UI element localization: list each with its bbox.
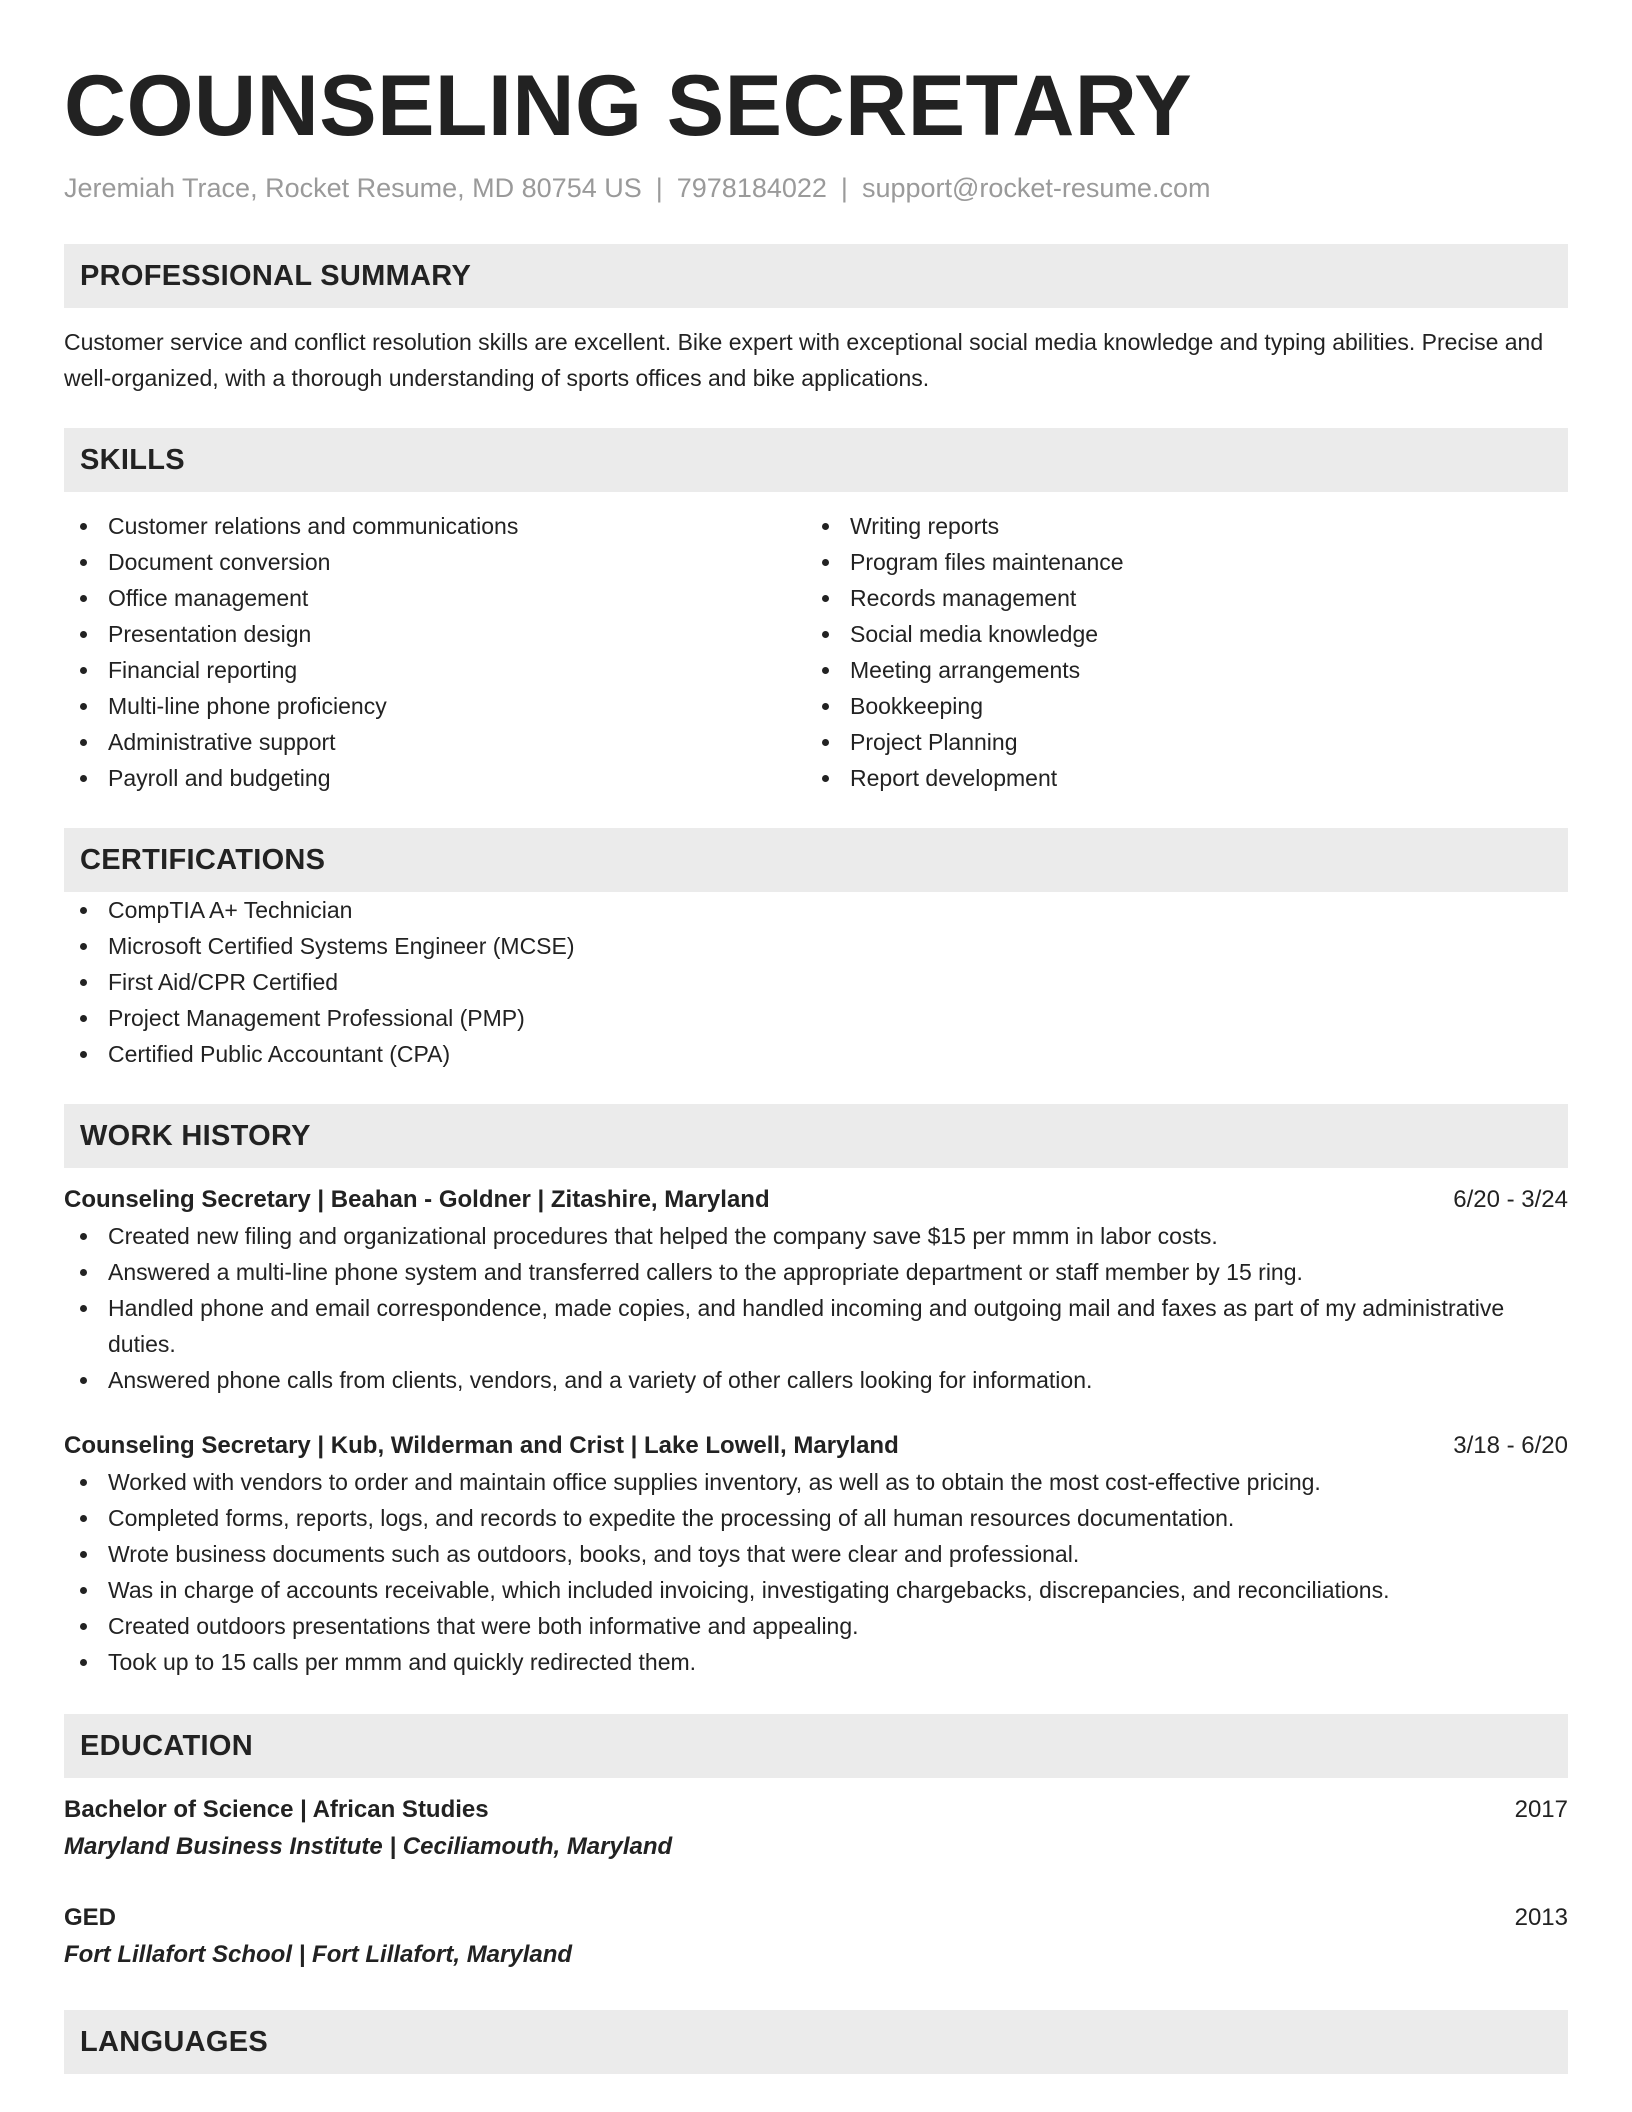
job-duty: Wrote business documents such as outdoors, books, and toys that were clear and professional.: [64, 1536, 1568, 1572]
job-duty: Created outdoors presentations that were both informative and appealing.: [64, 1608, 1568, 1644]
skill-item: Writing reports: [806, 508, 1548, 544]
job-duty: Took up to 15 calls per mmm and quickly redirected them.: [64, 1644, 1568, 1680]
certification-item: Project Management Professional (PMP): [64, 1000, 1568, 1036]
job-header: [64, 1182, 1568, 1218]
certification-item: CompTIA A+ Technician: [64, 892, 1568, 928]
skill-item: Bookkeeping: [806, 688, 1548, 724]
job-header: [64, 1428, 1568, 1464]
job-entry: [64, 1428, 1568, 1680]
certification-item: First Aid/CPR Certified: [64, 964, 1568, 1000]
skill-item: Multi-line phone proficiency: [64, 688, 806, 724]
skill-item: Document conversion: [64, 544, 806, 580]
job-duties: [64, 1464, 1568, 1680]
skill-item: Administrative support: [64, 724, 806, 760]
skill-item: Presentation design: [64, 616, 806, 652]
certification-item: Certified Public Accountant (CPA): [64, 1036, 1568, 1072]
contact-address: Jeremiah Trace, Rocket Resume, MD 80754 US: [64, 173, 642, 203]
contact-line: [64, 170, 1568, 206]
skill-item: Office management: [64, 580, 806, 616]
school: Maryland Business Institute | Ceciliamouth, Maryland: [64, 1833, 673, 1860]
contact-separator: |: [655, 173, 663, 203]
education-header: [64, 1792, 1568, 1828]
certifications-list: [64, 892, 1568, 1072]
resume-title: COUNSELING SECRETARY: [64, 58, 1193, 154]
degree: GED: [64, 1904, 117, 1931]
certifications-heading: CERTIFICATIONS: [64, 828, 1568, 892]
education-header: [64, 1900, 1568, 1936]
graduation-year: 2017: [1514, 1796, 1568, 1823]
contact-email: support@rocket-resume.com: [861, 173, 1211, 203]
skills-column-right: [806, 508, 1548, 796]
summary-heading: PROFESSIONAL SUMMARY: [64, 244, 1568, 308]
skill-item: Customer relations and communications: [64, 508, 806, 544]
resume-page: [64, 0, 1568, 2074]
skill-item: Records management: [806, 580, 1548, 616]
job-title: Counseling Secretary | Kub, Wilderman and Crist | Lake Lowell, Maryland: [64, 1432, 899, 1459]
graduation-year: 2013: [1514, 1904, 1568, 1931]
skill-item: Financial reporting: [64, 652, 806, 688]
job-title: Counseling Secretary | Beahan - Goldner | Zitashire, Maryland: [64, 1186, 770, 1213]
contact-phone: 7978184022: [676, 173, 827, 203]
skill-item: Project Planning: [806, 724, 1548, 760]
degree: Bachelor of Science | African Studies: [64, 1796, 489, 1823]
education-heading: EDUCATION: [64, 1714, 1568, 1778]
certification-item: Microsoft Certified Systems Engineer (MCSE): [64, 928, 1568, 964]
job-duties: [64, 1218, 1568, 1398]
contact-separator: |: [840, 173, 848, 203]
job-duty: Handled phone and email correspondence, made copies, and handled incoming and outgoing mail and faxes as part of my administrative duties.: [64, 1290, 1568, 1362]
job-duty: Completed forms, reports, logs, and records to expedite the processing of all human resources documentation.: [64, 1500, 1568, 1536]
work-history-heading: WORK HISTORY: [64, 1104, 1568, 1168]
languages-heading: LANGUAGES: [64, 2010, 1568, 2074]
skills-column-left: [64, 508, 806, 796]
school: Fort Lillafort School | Fort Lillafort, Maryland: [64, 1941, 573, 1968]
skill-item: Program files maintenance: [806, 544, 1548, 580]
job-dates: 6/20 - 3/24: [1453, 1186, 1568, 1213]
job-duty: Was in charge of accounts receivable, which included invoicing, investigating chargebacks, discrepancies, and reconciliations.: [64, 1572, 1568, 1608]
job-entry: [64, 1182, 1568, 1398]
skills-heading: SKILLS: [64, 428, 1568, 492]
job-duty: Created new filing and organizational procedures that helped the company save $15 per mmm in labor costs.: [64, 1218, 1568, 1254]
skill-item: Social media knowledge: [806, 616, 1548, 652]
skill-item: Report development: [806, 760, 1548, 796]
job-duty: Answered a multi-line phone system and transferred callers to the appropriate department or staff member by 15 ring.: [64, 1254, 1568, 1290]
skills-list: [64, 508, 1568, 796]
skill-item: Meeting arrangements: [806, 652, 1548, 688]
education-entry: [64, 1900, 1568, 1974]
job-duty: Worked with vendors to order and maintain office supplies inventory, as well as to obtain the most cost-effective pricing.: [64, 1464, 1568, 1500]
education-entry: [64, 1792, 1568, 1866]
job-dates: 3/18 - 6/20: [1453, 1432, 1568, 1459]
skill-item: Payroll and budgeting: [64, 760, 806, 796]
summary-text: Customer service and conflict resolution skills are excellent. Bike expert with exceptional social media knowledge and typing abilities. Precise and well-organized, with a thorough understanding of sports offices and bike applications.: [64, 329, 1544, 391]
job-duty: Answered phone calls from clients, vendors, and a variety of other callers looking for information.: [64, 1362, 1568, 1398]
